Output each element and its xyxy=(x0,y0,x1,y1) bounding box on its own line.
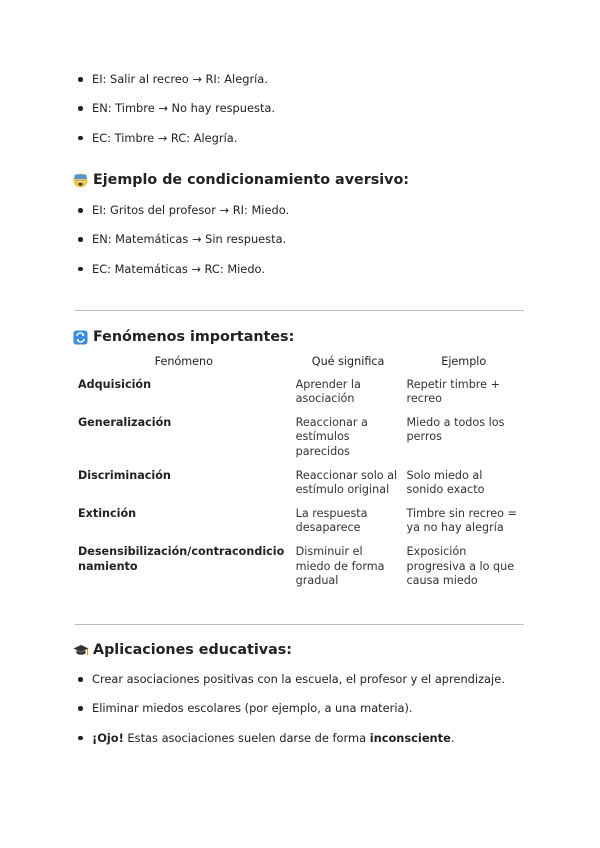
divider xyxy=(75,624,524,625)
phenomena-table xyxy=(75,354,524,598)
aversive-example-list xyxy=(92,203,289,291)
meaning-cell: Reaccionar solo al estímulo original xyxy=(295,468,398,497)
applications-section-title: Aplicaciones educativas: xyxy=(93,642,292,658)
bullet-icon xyxy=(78,106,83,111)
applications-section-heading xyxy=(73,642,292,658)
table-header-row xyxy=(75,354,524,378)
bullet-icon xyxy=(78,267,83,272)
example-cell: Exposición progresiva a lo que causa miedo xyxy=(406,544,515,588)
column-header-phenomenon: Fenómeno xyxy=(154,355,213,368)
aversive-section-title: Ejemplo de condicionamiento aversivo: xyxy=(93,172,410,188)
phenomena-section-heading xyxy=(73,329,294,345)
applications-list xyxy=(92,672,505,760)
meaning-cell: Aprender la asociación xyxy=(295,377,361,406)
bullet-icon xyxy=(78,677,83,682)
table-row xyxy=(75,416,524,469)
list-item: EI: Gritos del profesor → RI: Miedo. xyxy=(92,203,289,232)
bullet-icon xyxy=(78,136,83,141)
note-emphasis: inconsciente xyxy=(369,730,451,745)
example-cell: Timbre sin recreo = ya no hay alegría xyxy=(406,506,517,535)
list-item: ¡Ojo! Estas asociaciones suelen darse de forma inconsciente. xyxy=(92,731,505,760)
phenomenon-cell: Desensibilización/contracondicionamiento xyxy=(78,544,285,573)
list-item: EC: Matemáticas → RC: Miedo. xyxy=(92,262,289,291)
list-item: EI: Salir al recreo → RI: Alegría. xyxy=(92,72,275,101)
example-cell: Repetir timbre + recreo xyxy=(406,377,500,406)
table-row xyxy=(75,378,524,416)
note-lead: ¡Ojo! xyxy=(92,730,124,745)
phenomenon-cell: Adquisición xyxy=(78,377,152,391)
table-row xyxy=(75,469,524,507)
phenomena-section-title: Fenómenos importantes: xyxy=(93,329,295,345)
column-header-example: Ejemplo xyxy=(441,355,487,368)
divider xyxy=(75,310,524,311)
bullet-icon xyxy=(78,237,83,242)
list-item: Crear asociaciones positivas con la escuela, el profesor y el aprendizaje. xyxy=(92,672,505,701)
phenomenon-cell: Extinción xyxy=(78,506,137,520)
bullet-icon xyxy=(78,736,83,741)
table-row xyxy=(75,507,524,545)
example-cell: Solo miedo al sonido exacto xyxy=(406,468,485,497)
fearful-face-icon xyxy=(73,173,88,188)
example-cell: Miedo a todos los perros xyxy=(406,415,505,444)
meaning-cell: Disminuir el miedo de forma gradual xyxy=(295,544,385,588)
arrows-cycle-icon xyxy=(73,330,88,345)
classical-conditioning-example-list xyxy=(92,72,275,160)
meaning-cell: Reaccionar a estímulos parecidos xyxy=(295,415,368,458)
graduation-cap-icon xyxy=(73,643,88,658)
aversive-section-heading xyxy=(73,172,409,188)
column-header-meaning: Qué significa xyxy=(311,355,385,368)
note-text: Estas asociaciones suelen darse de forma xyxy=(123,730,370,745)
meaning-cell: La respuesta desaparece xyxy=(295,506,368,535)
bullet-icon xyxy=(78,706,83,711)
phenomenon-cell: Discriminación xyxy=(78,468,171,482)
list-item: EC: Timbre → RC: Alegría. xyxy=(92,131,275,160)
list-item: EN: Matemáticas → Sin respuesta. xyxy=(92,232,289,261)
phenomenon-cell: Generalización xyxy=(78,415,172,429)
list-item: EN: Timbre → No hay respuesta. xyxy=(92,101,275,130)
bullet-icon xyxy=(78,77,83,82)
bullet-icon xyxy=(78,208,83,213)
list-item: Eliminar miedos escolares (por ejemplo, a una materia). xyxy=(92,701,505,730)
table-row xyxy=(75,545,524,598)
